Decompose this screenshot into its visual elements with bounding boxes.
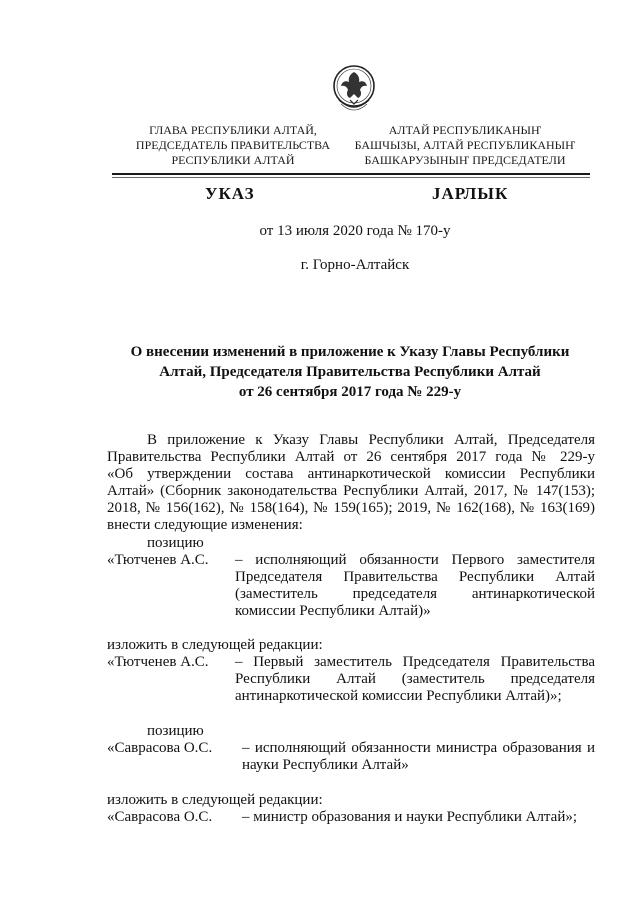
header-left-line: ПРЕДСЕДАТЕЛЬ ПРАВИТЕЛЬСТВА [135, 138, 331, 152]
header-right-line: АЛТАЙ РЕСПУБЛИКАНЫҤ [388, 123, 542, 137]
title-line: Алтай, Председателя Правительства Республики Алтай [159, 364, 541, 380]
position-label: позицию [147, 723, 204, 739]
entry-desc-line: – министр образования и науки Республики Алтай»; [242, 809, 578, 825]
entry-desc-line: – Первый заместитель Председателя Правительства [235, 654, 595, 670]
entry-name: «Саврасова О.С. [107, 809, 213, 825]
header-left-block [118, 123, 348, 168]
decree-title [110, 342, 590, 402]
title-line: от 26 сентября 2017 года № 229-у [238, 384, 462, 400]
entry-name: «Саврасова О.С. [107, 740, 213, 756]
header-left-line: ГЛАВА РЕСПУБЛИКИ АЛТАЙ, [149, 123, 317, 137]
intro-line: 2018, № 156(162), № 158(164), № 159(165); 2019, № 162(168), № 163(169) [107, 500, 595, 516]
restate-label: изложить в следующей редакции: [107, 637, 323, 653]
intro-line: внести следующие изменения: [107, 517, 303, 533]
doc-type-russian: УКАЗ [205, 184, 255, 203]
header-right-block [350, 123, 580, 168]
header-right-line: БАШЧЫЗЫ, АЛТАЙ РЕСПУБЛИКАНЫҤ [354, 138, 576, 152]
title-line: О внесении изменений в приложение к Указу Главы Республики [130, 344, 570, 360]
entry-desc-line: – исполняющий обязанности министра образования и [242, 740, 595, 756]
entry-desc-line: Республики Алтай (заместитель председателя [235, 671, 595, 687]
entry-desc-line: Председателя Правительства Республики Алтай [235, 569, 595, 585]
entry-desc-line: комиссии Республики Алтай)» [235, 603, 431, 619]
doc-type-altai: JАРЛЫК [432, 184, 509, 203]
intro-line: «Об утверждении состава антинаркотической комиссии Республики [107, 466, 595, 482]
header-divider-thin [112, 177, 590, 178]
entry-desc-line: (заместитель председателя антинаркотической [235, 586, 595, 602]
entry-name: «Тютченев А.С. [107, 552, 209, 568]
position-label: позицию [147, 535, 204, 551]
intro-line: Алтай» (Сборник законодательства Республики Алтай, 2017, № 147(153); [107, 483, 595, 499]
restate-label: изложить в следующей редакции: [107, 792, 323, 808]
header-left-line: РЕСПУБЛИКИ АЛТАЙ [171, 153, 295, 167]
intro-line: В приложение к Указу Главы Республики Алтай, Председателя [147, 432, 595, 448]
header-divider-thick [112, 173, 590, 175]
entry-desc-line: антинаркотической комиссии Республики Алтай)»; [235, 688, 562, 704]
entry-description [235, 552, 595, 620]
entry-name: «Тютченев А.С. [107, 654, 209, 670]
entry-desc-line: – исполняющий обязанности Первого заместителя [235, 552, 595, 568]
coat-of-arms-griffin-icon [331, 60, 377, 116]
entry-description [242, 809, 595, 826]
intro-line: Правительства Республики Алтай от 26 сентября 2017 года № 229-у [107, 449, 595, 465]
entry-description [242, 740, 595, 774]
entry-desc-line: науки Республики Алтай» [242, 757, 409, 773]
intro-paragraph [107, 432, 595, 534]
header-right-line: БАШКАРУЗЫНЫҤ ПРЕДСЕДАТЕЛИ [364, 153, 566, 167]
entry-description [235, 654, 595, 705]
decree-date: от 13 июля 2020 года № 170-у [259, 223, 451, 239]
decree-place: г. Горно-Алтайск [300, 257, 410, 273]
